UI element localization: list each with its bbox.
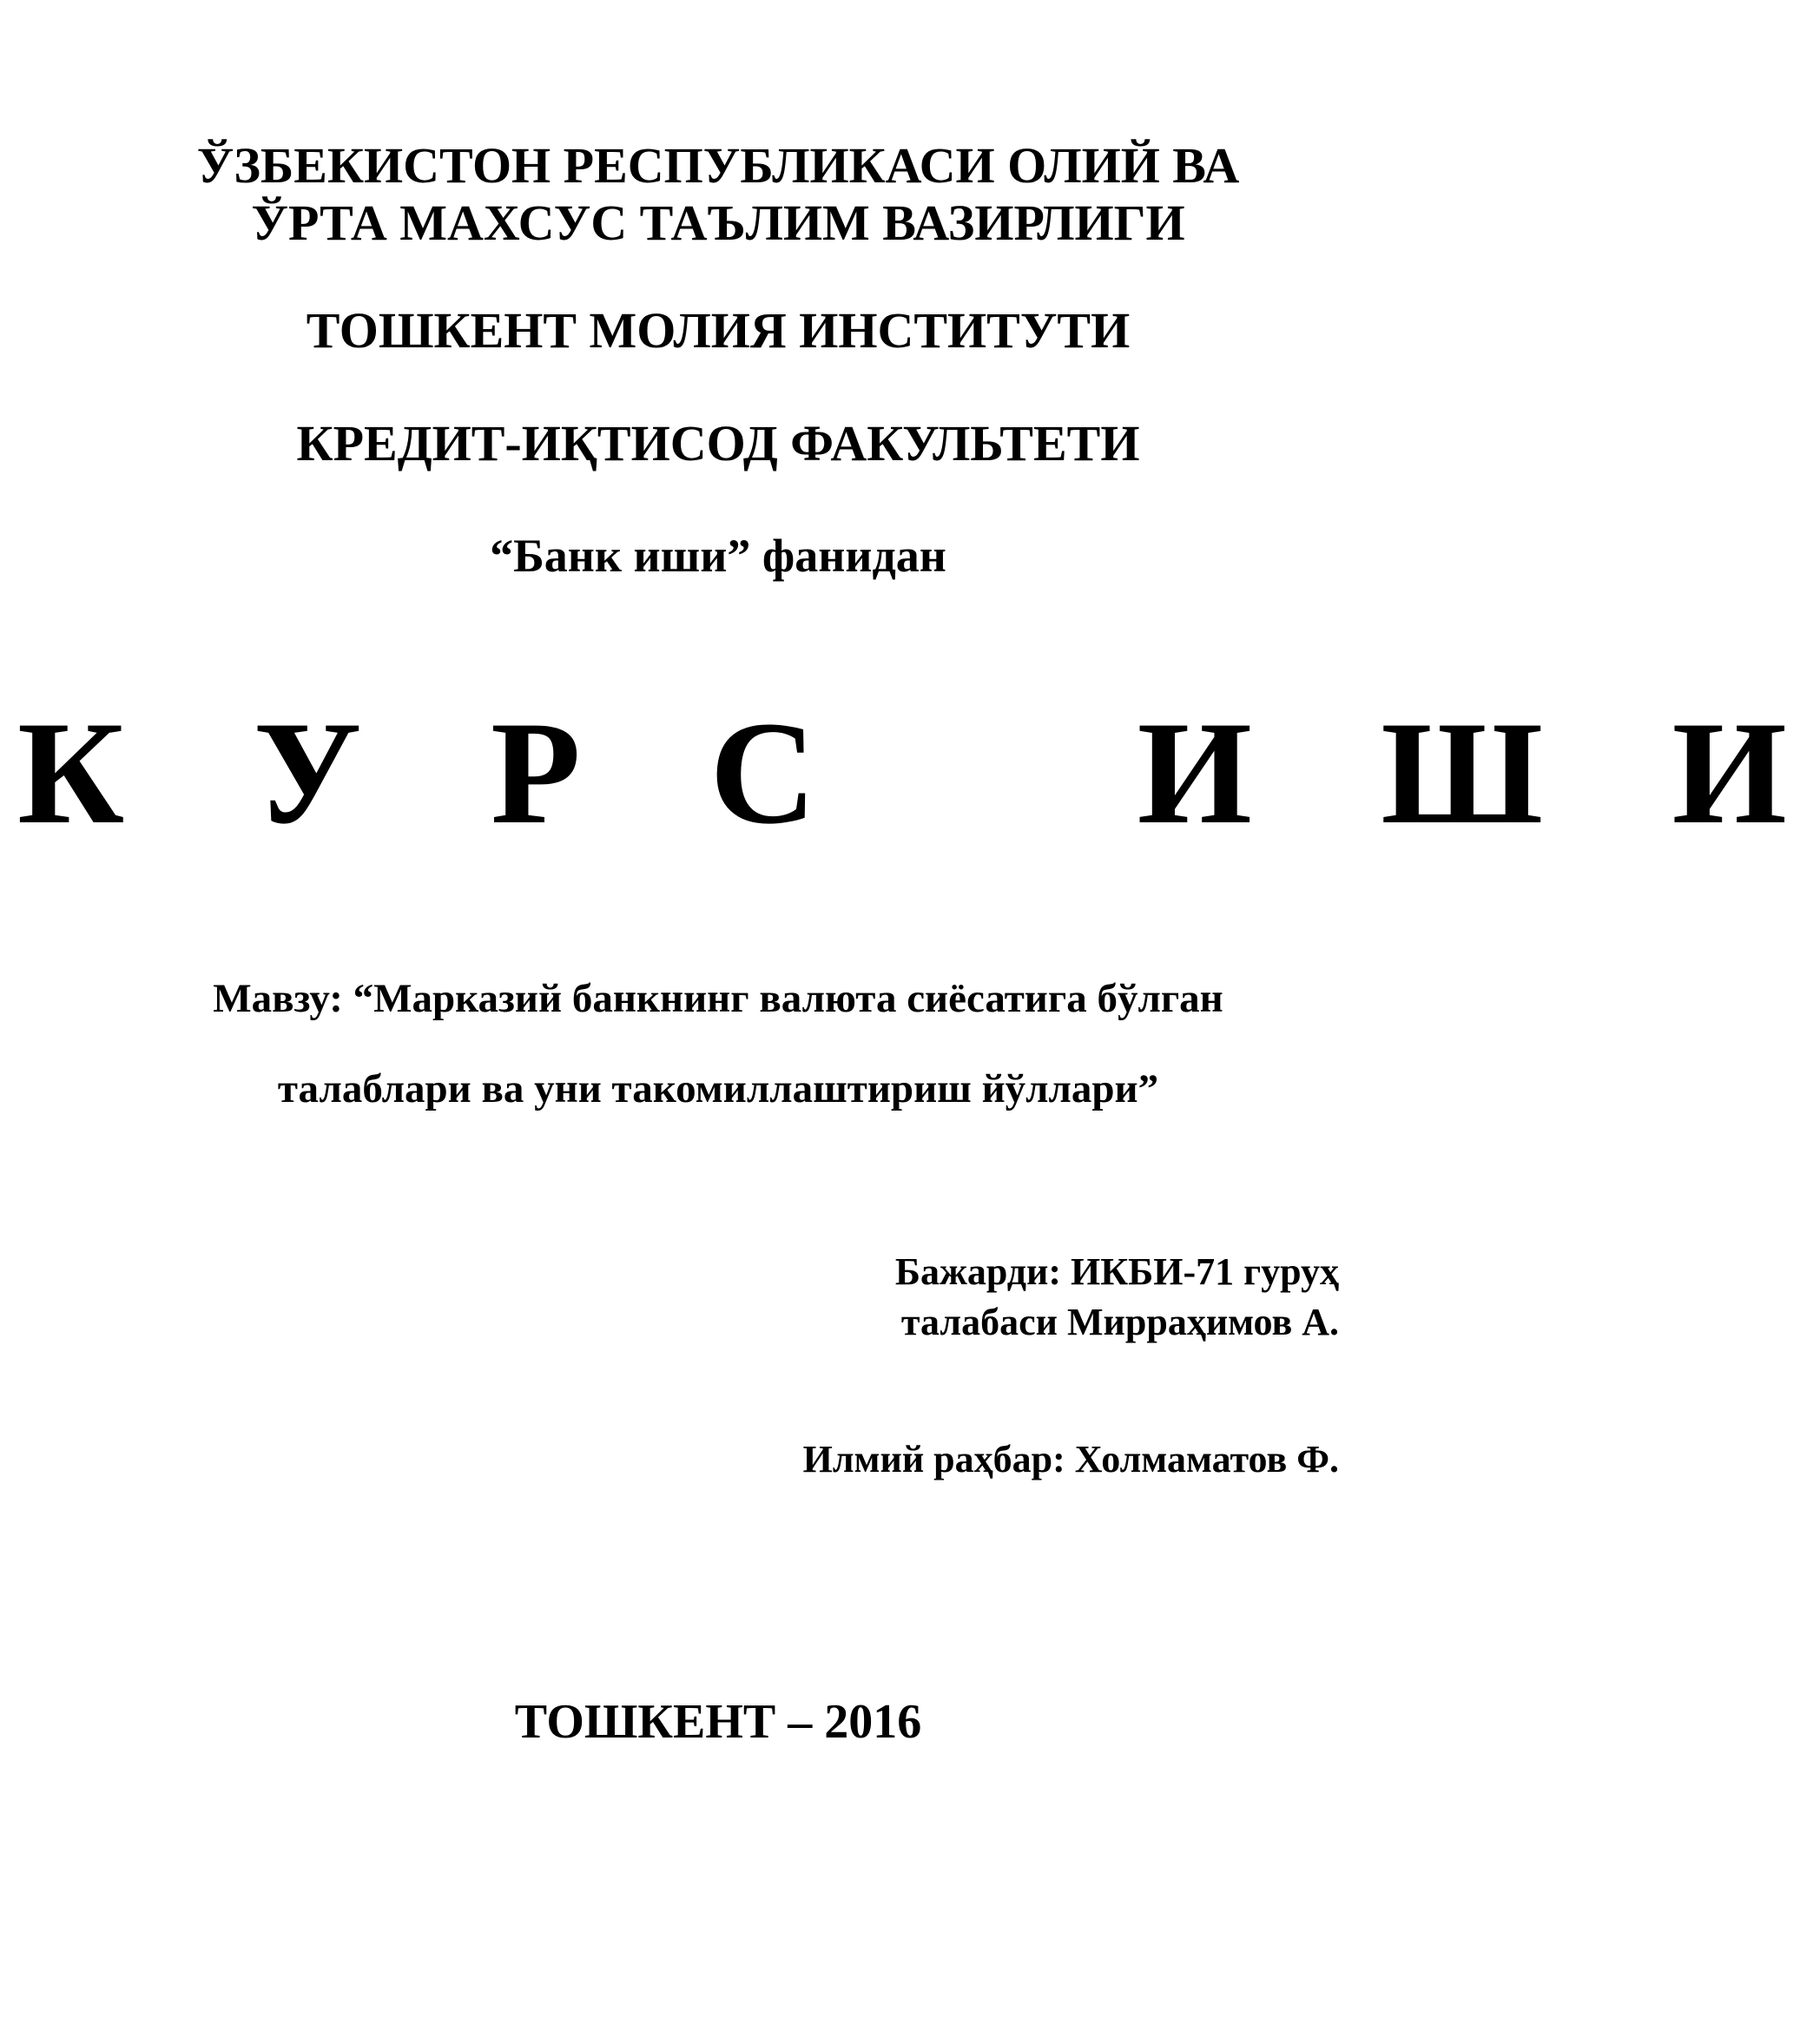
document-title: К У Р С И Ш И	[17, 691, 1820, 854]
ministry-line-2: ЎРТА МАХСУС ТАЪЛИМ ВАЗИРЛИГИ	[251, 195, 1185, 251]
performer-line-1: Бажарди: ИКБИ-71 гуруҳ	[894, 1250, 1339, 1293]
topic-line-2: талаблари ва уни такомиллаштириш йўллари”	[277, 1066, 1159, 1111]
institute-name: ТОШКЕНТ МОЛИЯ ИНСТИТУТИ	[306, 302, 1131, 359]
faculty-name: КРЕДИТ-ИҚТИСОД ФАКУЛЬТЕТИ	[296, 415, 1140, 471]
subject-line: “Банк иши” фанидан	[490, 530, 946, 582]
performer-line-2: талабаси Мирраҳимов А.	[900, 1301, 1339, 1343]
topic-block	[0, 953, 1436, 1134]
city-year: ТОШКЕНТ – 2016	[514, 1695, 922, 1749]
ministry-heading	[0, 137, 1436, 252]
performer-block	[895, 1247, 1339, 1348]
supervisor-line: Илмий раҳбар: Холмаматов Ф.	[802, 1438, 1339, 1480]
topic-line-1: Мавзу: “Марказий банкнинг валюта сиёсатига бўлган	[213, 976, 1223, 1021]
ministry-line-1: ЎЗБЕКИСТОН РЕСПУБЛИКАСИ ОЛИЙ ВА	[196, 137, 1240, 194]
